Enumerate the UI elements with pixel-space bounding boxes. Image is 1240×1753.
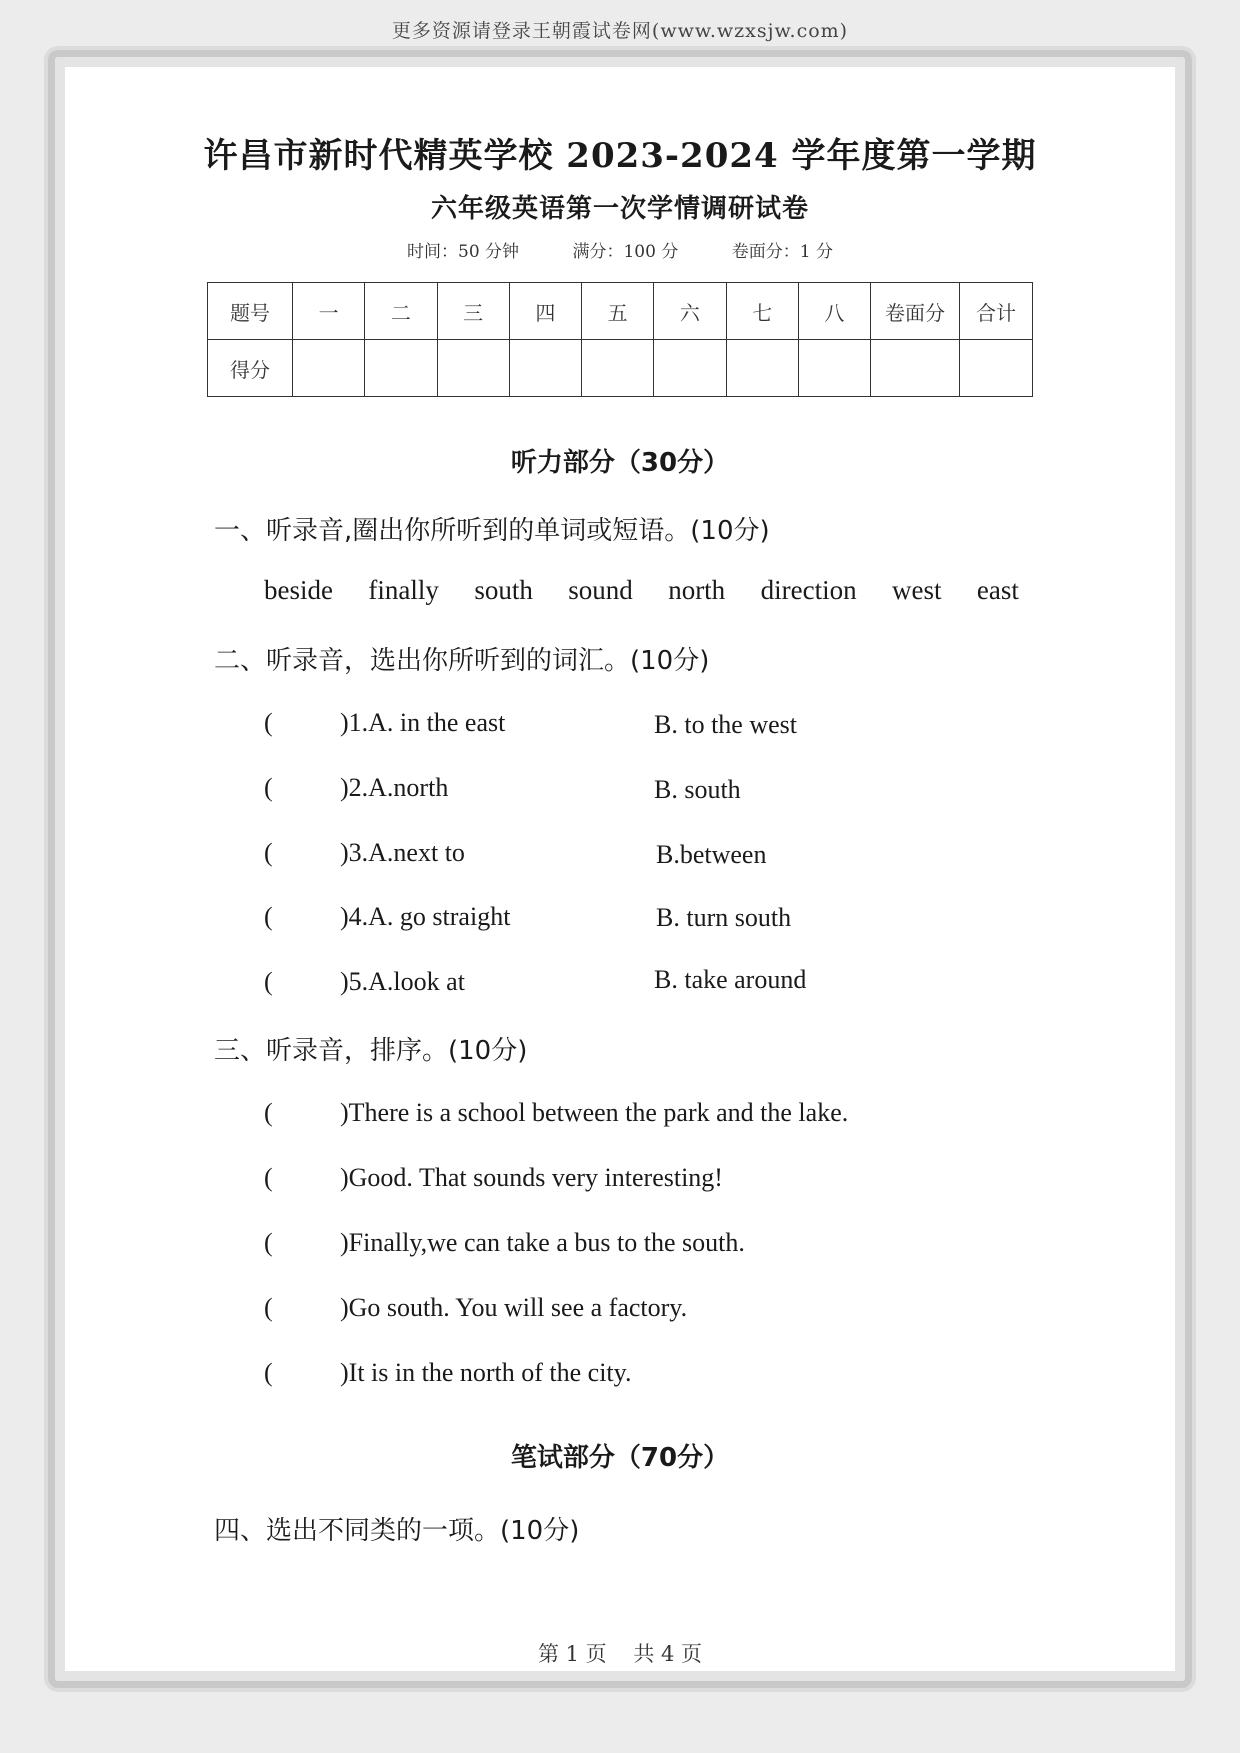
page-total: 共 4 页 bbox=[633, 1642, 703, 1666]
answer-paren[interactable]: ( bbox=[264, 902, 273, 931]
answer-paren[interactable]: ( bbox=[264, 773, 273, 802]
header-cell: 八 bbox=[798, 283, 870, 340]
header-cell: 二 bbox=[365, 283, 437, 340]
q3-sentence: )Good. That sounds very interesting! bbox=[340, 1163, 723, 1192]
header-cell: 四 bbox=[509, 283, 581, 340]
word-option[interactable]: west bbox=[892, 575, 942, 605]
answer-paren[interactable]: ( bbox=[264, 1163, 273, 1192]
q3-sentence: )There is a school between the park and the lake. bbox=[340, 1098, 849, 1127]
q2-item-option-b: B. turn south bbox=[656, 903, 792, 932]
score-table bbox=[207, 282, 1033, 397]
neatness-score: 卷面分：1 分 bbox=[731, 242, 833, 262]
q2-item-option-a: )2.A.north bbox=[340, 773, 449, 802]
writing-section-title: 笔试部分（70分） bbox=[510, 1443, 730, 1473]
score-cell[interactable] bbox=[871, 340, 960, 397]
score-cell[interactable] bbox=[654, 340, 726, 397]
row-label: 得分 bbox=[208, 340, 293, 397]
score-cell[interactable] bbox=[293, 340, 365, 397]
score-cell[interactable] bbox=[509, 340, 581, 397]
score-cell[interactable] bbox=[582, 340, 654, 397]
word-option[interactable]: sound bbox=[568, 575, 633, 605]
score-cell[interactable] bbox=[726, 340, 798, 397]
word-option[interactable]: finally bbox=[368, 575, 439, 605]
source-banner: 更多资源请登录王朝霞试卷网(www.wzxsjw.com) bbox=[391, 20, 849, 42]
q2-item-option-a: )1.A. in the east bbox=[340, 708, 506, 737]
header-cell: 一 bbox=[293, 283, 365, 340]
exam-title: 许昌市新时代精英学校 2023-2024 学年度第一学期 bbox=[203, 136, 1037, 176]
answer-paren[interactable]: ( bbox=[264, 838, 273, 867]
score-table-header-row bbox=[208, 283, 1033, 340]
question-2-heading: 二、听录音，选出你所听到的词汇。(10分) bbox=[214, 646, 710, 676]
score-cell[interactable] bbox=[960, 340, 1033, 397]
word-option[interactable]: north bbox=[668, 575, 726, 605]
answer-paren[interactable]: ( bbox=[264, 708, 273, 737]
q2-item-option-a: )5.A.look at bbox=[340, 967, 465, 996]
header-cell: 卷面分 bbox=[871, 283, 960, 340]
answer-paren[interactable]: ( bbox=[264, 1228, 273, 1257]
word-option[interactable]: east bbox=[976, 575, 1019, 605]
score-cell[interactable] bbox=[798, 340, 870, 397]
word-option[interactable]: beside bbox=[264, 575, 333, 605]
header-cell: 六 bbox=[654, 283, 726, 340]
answer-paren[interactable]: ( bbox=[264, 1293, 273, 1322]
answer-paren[interactable]: ( bbox=[264, 967, 273, 996]
answer-paren[interactable]: ( bbox=[264, 1358, 273, 1387]
header-cell: 题号 bbox=[208, 283, 293, 340]
question-4-heading: 四、选出不同类的一项。(10分) bbox=[214, 1516, 580, 1546]
header-cell: 合计 bbox=[960, 283, 1033, 340]
listening-section-title: 听力部分（30分） bbox=[510, 448, 730, 478]
q3-sentence: )Go south. You will see a factory. bbox=[340, 1293, 688, 1322]
q2-item-option-a: )3.A.next to bbox=[340, 838, 465, 867]
q2-item-option-a: )4.A. go straight bbox=[340, 902, 511, 931]
header-cell: 三 bbox=[437, 283, 509, 340]
word-option[interactable]: direction bbox=[760, 575, 857, 605]
word-option[interactable]: south bbox=[474, 575, 533, 605]
score-cell[interactable] bbox=[365, 340, 437, 397]
page-footer bbox=[0, 1638, 1240, 1668]
question-1-heading: 一、听录音,圈出你所听到的单词或短语。(10分) bbox=[214, 516, 770, 546]
score-table-score-row bbox=[208, 340, 1033, 397]
score-cell[interactable] bbox=[437, 340, 509, 397]
time-limit: 时间：50 分钟 bbox=[407, 242, 520, 262]
q2-item-option-b: B. south bbox=[654, 775, 741, 804]
full-score: 满分：100 分 bbox=[572, 242, 679, 262]
q2-item-option-b: B. take around bbox=[654, 965, 807, 994]
header-cell: 五 bbox=[582, 283, 654, 340]
q2-item-option-b: B.between bbox=[656, 840, 767, 869]
q1-word-list bbox=[264, 575, 1019, 606]
answer-paren[interactable]: ( bbox=[264, 1098, 273, 1127]
page-number: 第 1 页 bbox=[537, 1642, 607, 1666]
q2-item-option-b: B. to the west bbox=[654, 710, 797, 739]
question-3-heading: 三、听录音，排序。(10分) bbox=[214, 1036, 528, 1066]
q3-sentence: )Finally,we can take a bus to the south. bbox=[340, 1228, 745, 1257]
q3-sentence: )It is in the north of the city. bbox=[340, 1358, 632, 1387]
exam-meta bbox=[0, 237, 1240, 262]
exam-subtitle: 六年级英语第一次学情调研试卷 bbox=[430, 194, 809, 224]
header-cell: 七 bbox=[726, 283, 798, 340]
